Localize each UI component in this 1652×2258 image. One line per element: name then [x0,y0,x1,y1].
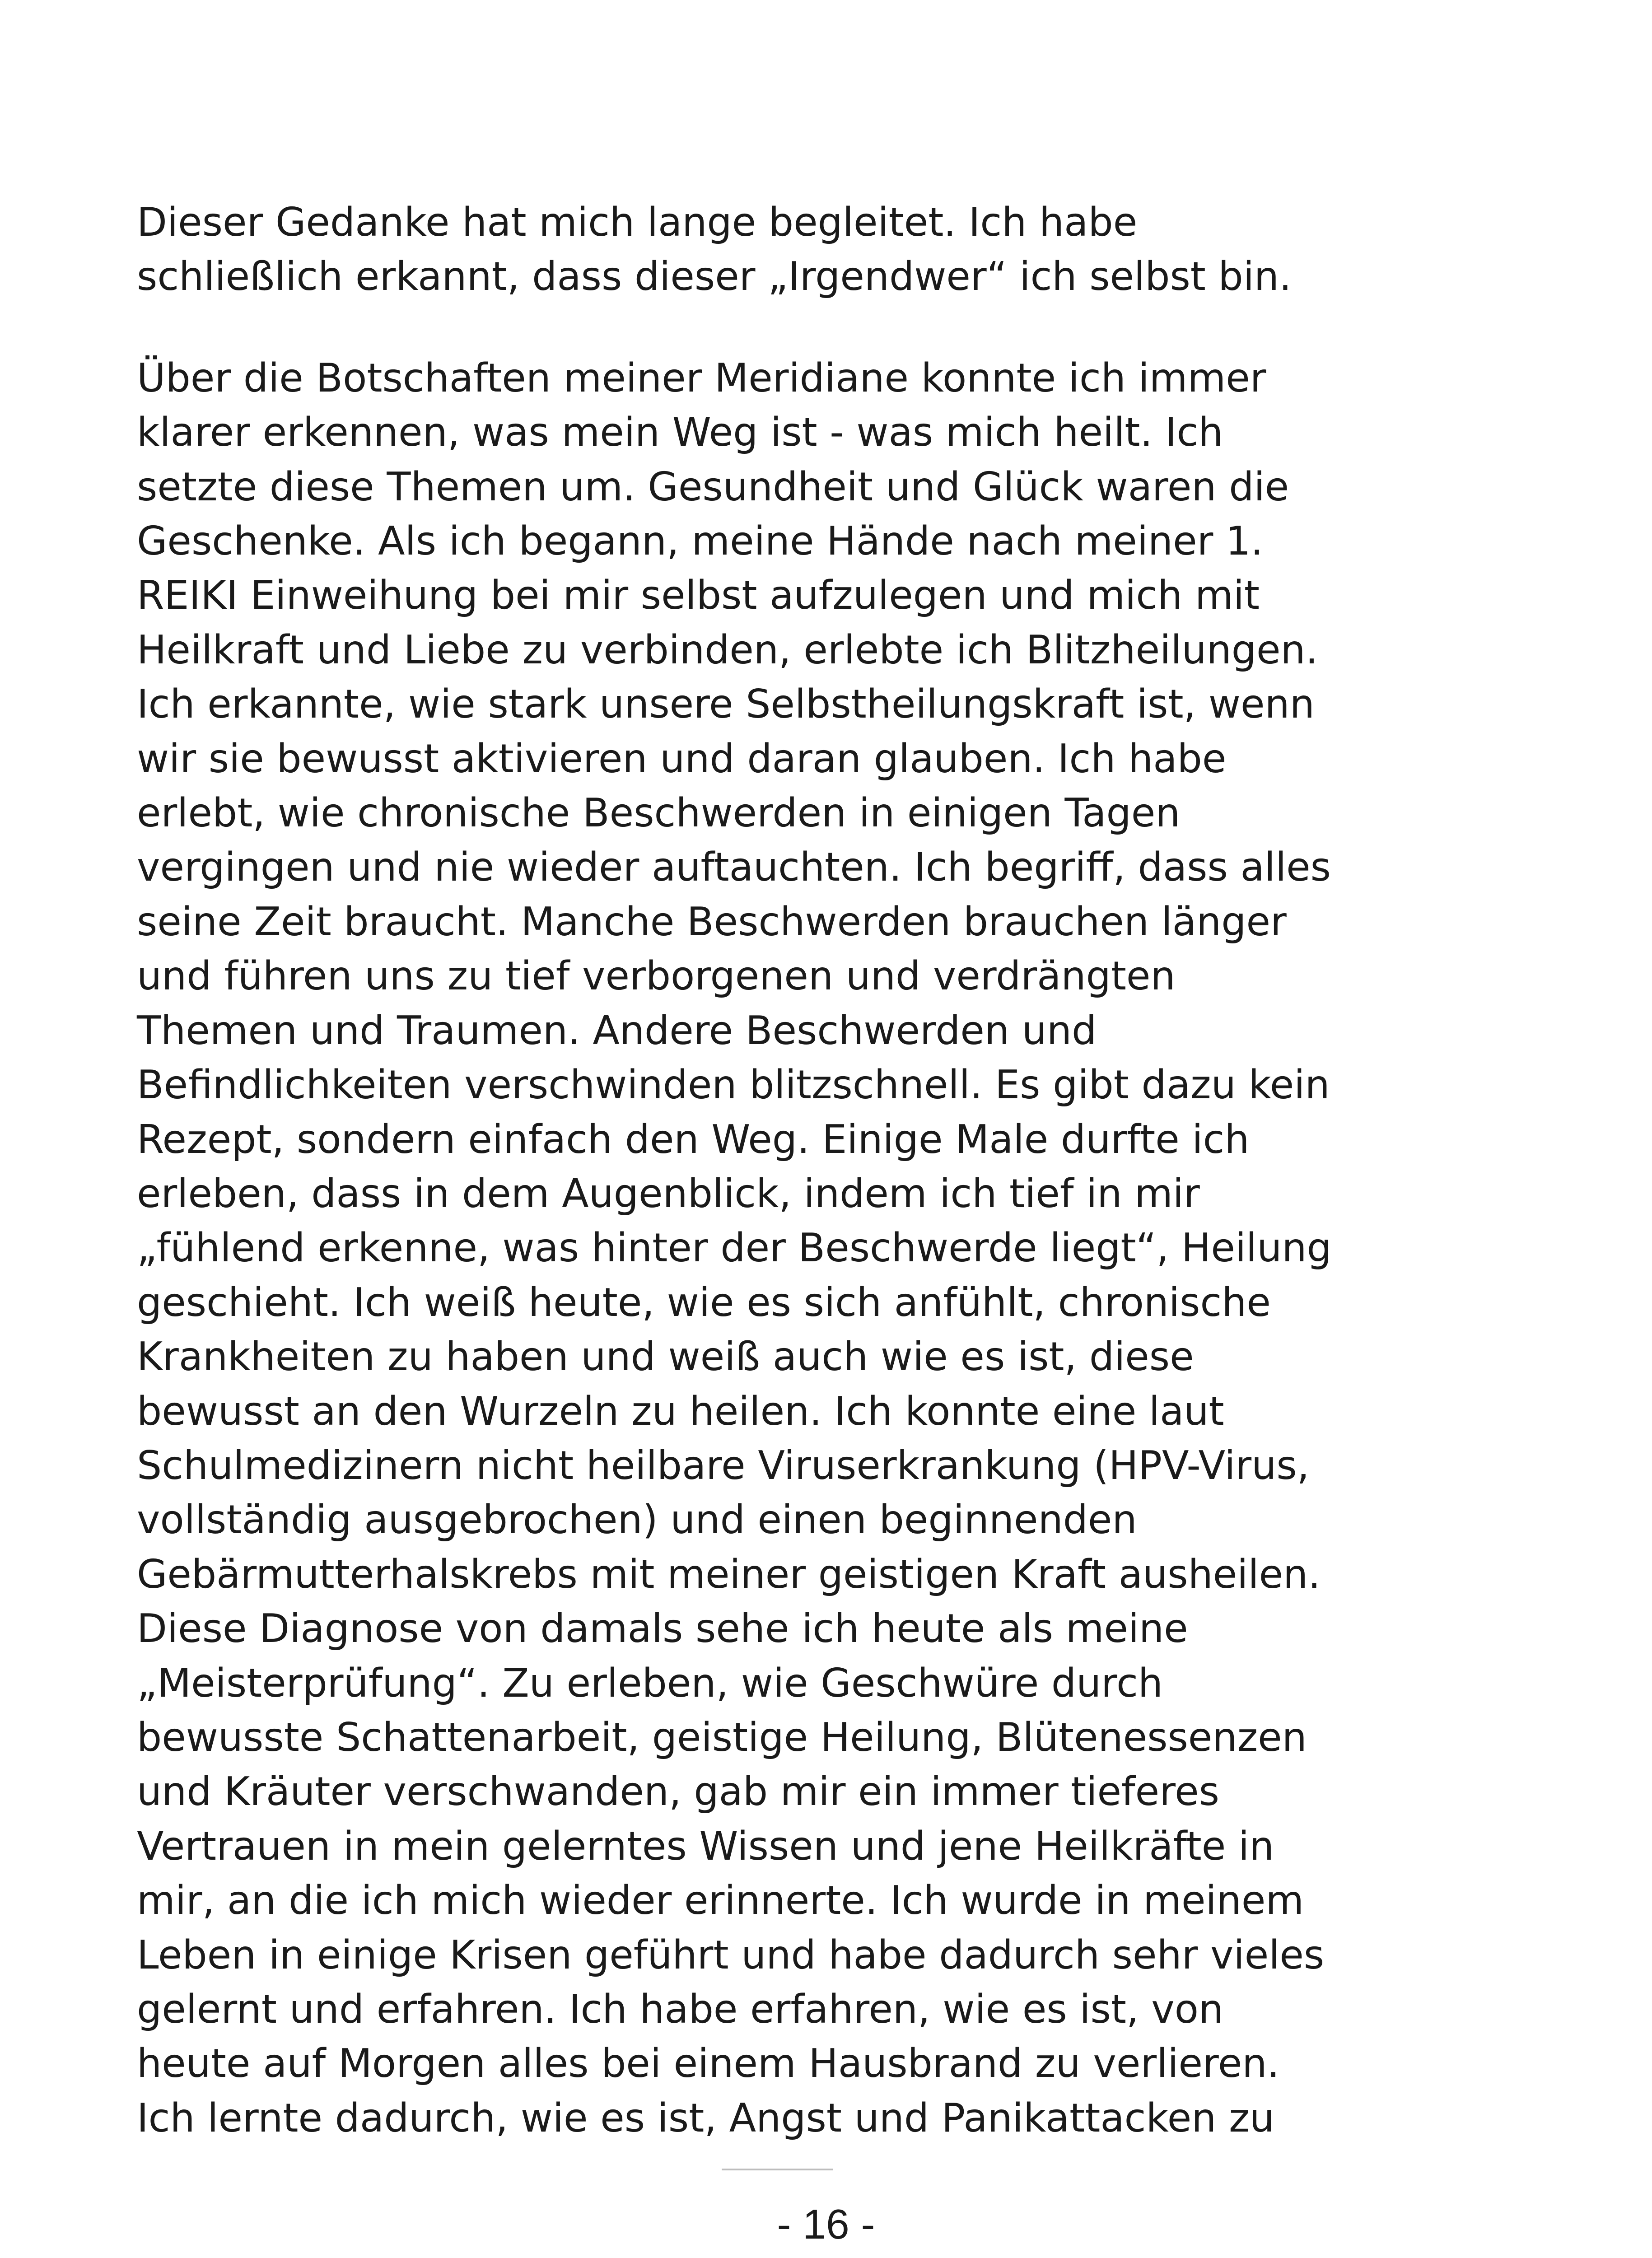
text-line: Themen und Traumen. Andere Beschwerden und [137,1007,1097,1054]
text-line: Heilkraft und Liebe zu verbinden, erlebte ich Blitzheilungen. [137,626,1318,673]
text-line: Gebärmutterhalskrebs mit meiner geistigen Kraft ausheilen. [137,1551,1321,1597]
text-line: Krankheiten zu haben und weiß auch wie es ist, diese [137,1334,1194,1380]
text-line: Befindlichkeiten verschwinden blitzschnell. Es gibt dazu kein [137,1062,1330,1108]
paragraph-2 [137,351,1546,2145]
body-text [137,195,1546,2145]
text-line: klarer erkennen, was mein Weg ist - was mich heilt. Ich [137,409,1223,456]
text-line: REIKI Einweihung bei mir selbst aufzulegen und mich mit [137,572,1260,619]
text-line: „Meisterprüfung“. Zu erleben, wie Geschwüre durch [137,1660,1163,1706]
page-number: - 16 - [777,2201,875,2248]
text-line: und führen uns zu tief verborgenen und verdrängten [137,953,1176,999]
text-line: wir sie bewusst aktivieren und daran glauben. Ich habe [137,735,1227,782]
text-line: bewusst an den Wurzeln zu heilen. Ich konnte eine laut [137,1388,1224,1434]
paragraph-spacer [137,304,1546,351]
text-line: Ich erkannte, wie stark unsere Selbstheilungskraft ist, wenn [137,681,1315,728]
text-line: schließlich erkannt, dass dieser „Irgendwer“ ich selbst bin. [137,253,1292,300]
text-line: bewusste Schattenarbeit, geistige Heilung, Blütenessenzen [137,1714,1307,1760]
text-line: Vertrauen in mein gelerntes Wissen und jene Heilkräfte in [137,1823,1274,1869]
text-line: setzte diese Themen um. Gesundheit und Glück waren die [137,463,1289,510]
text-line: vergingen und nie wieder auftauchten. Ich begriff, dass alles [137,844,1331,891]
text-line: mir, an die ich mich wieder erinnerte. Ich wurde in meinem [137,1877,1304,1924]
text-line: Schulmedizinern nicht heilbare Viruserkrankung (HPV-Virus, [137,1442,1310,1488]
text-line: Diese Diagnose von damals sehe ich heute als meine [137,1605,1188,1652]
text-line: geschieht. Ich weiß heute, wie es sich anfühlt, chronische [137,1279,1271,1325]
text-line: heute auf Morgen alles bei einem Hausbrand zu verlieren. [137,2040,1280,2087]
text-line: seine Zeit braucht. Manche Beschwerden brauchen länger [137,898,1287,945]
text-line: erlebt, wie chronische Beschwerden in einigen Tagen [137,790,1181,836]
text-line: „fühlend erkenne, was hinter der Beschwerde liegt“, Heilung [137,1225,1332,1271]
text-line: Über die Botschaften meiner Meridiane konnte ich immer [137,355,1266,401]
text-line: gelernt und erfahren. Ich habe erfahren, wie es ist, von [137,1986,1224,2032]
text-line: und Kräuter verschwanden, gab mir ein immer tieferes [137,1768,1219,1815]
paragraph-1 [137,195,1546,304]
text-line: vollständig ausgebrochen) und einen beginnenden [137,1497,1137,1543]
footer-divider [722,2169,833,2170]
text-line: Ich lernte dadurch, wie es ist, Angst und Panikattacken zu [137,2095,1274,2141]
text-line: erleben, dass in dem Augenblick, indem ich tief in mir [137,1170,1200,1217]
text-line: Geschenke. Als ich begann, meine Hände nach meiner 1. [137,518,1264,564]
text-line: Leben in einige Krisen geführt und habe dadurch sehr vieles [137,1931,1325,1978]
text-line: Rezept, sondern einfach den Weg. Einige Male durfte ich [137,1116,1250,1162]
text-line: Dieser Gedanke hat mich lange begleitet. Ich habe [137,199,1138,245]
